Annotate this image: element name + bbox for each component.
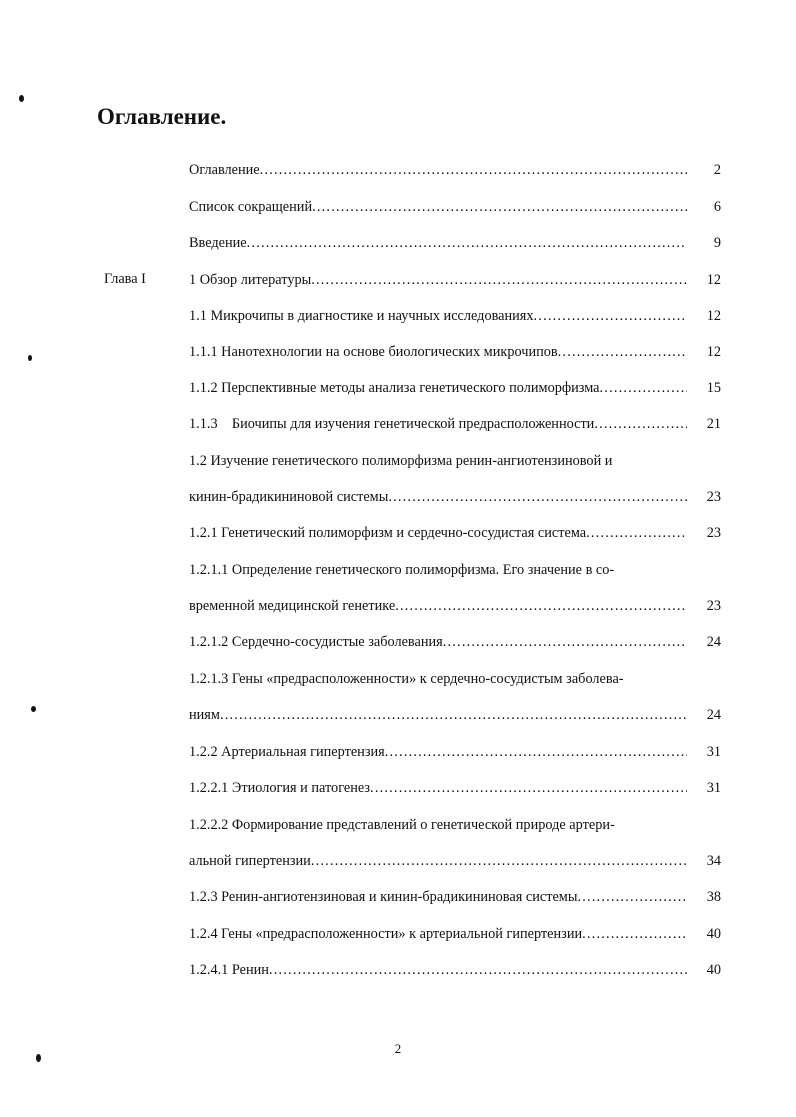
- toc-entry-leader: [189, 743, 687, 761]
- toc-dot-leader: [269, 961, 687, 979]
- toc-entry-page: 34: [706, 853, 721, 869]
- toc-entry-title: 1.1.3 Биочипы для изучения генетической предрасположенности: [189, 416, 595, 432]
- toc-entry-title: ниям: [189, 707, 220, 723]
- toc-dot-leader: [260, 161, 687, 179]
- toc-entry-title: Список сокращений: [189, 199, 313, 215]
- toc-entry-page: 12: [706, 308, 721, 324]
- toc-dot-leader: [220, 706, 687, 724]
- toc-entry-title: Оглавление: [189, 162, 260, 178]
- toc-dot-leader: [558, 343, 687, 361]
- toc-entry-page: 31: [706, 744, 721, 760]
- toc-dot-leader: [388, 488, 687, 506]
- toc-dot-leader: [443, 633, 687, 651]
- toc-entry-page: 15: [706, 380, 721, 396]
- toc-entry-page: 21: [706, 416, 721, 432]
- toc-dot-leader: [594, 415, 687, 433]
- toc-entry-title: 1.1.2 Перспективные методы анализа генетического полиморфизма: [189, 380, 600, 396]
- toc-dot-leader: [582, 925, 687, 943]
- toc-entry-title-line1: 1.2.1.1 Определение генетического полиморфизма. Его значение в со-: [189, 562, 615, 578]
- toc-entry-title-line1: 1.2.2.2 Формирование представлений о генетической природе артери-: [189, 817, 615, 833]
- toc-entry-leader: [189, 706, 687, 724]
- toc-entry-title: 1.1.1 Нанотехнологии на основе биологических микрочипов: [189, 344, 558, 360]
- toc-entry-leader: [189, 198, 687, 216]
- toc-entry-title: кинин-брадикининовой системы: [189, 489, 389, 505]
- toc-entry-title: 1.2.1.2 Сердечно-сосудистые заболевания: [189, 634, 443, 650]
- toc-entry-leader: [189, 415, 687, 433]
- toc-dot-leader: [311, 271, 687, 289]
- toc-entry-leader: [189, 234, 687, 252]
- toc-entry-page: 40: [706, 926, 721, 942]
- scan-speck: [36, 1054, 41, 1062]
- toc-entry-title: 1.2.4 Гены «предрасположенности» к артериальной гипертензии: [189, 926, 583, 942]
- toc-entry-leader: [189, 852, 687, 870]
- toc-entry-leader: [189, 271, 687, 289]
- toc-entry-leader: [189, 488, 687, 506]
- toc-dot-leader: [247, 234, 687, 252]
- toc-entry-title: альной гипертензии: [189, 853, 311, 869]
- toc-entry-title: Введение: [189, 235, 247, 251]
- toc-entry-page: 24: [706, 634, 721, 650]
- toc-dot-leader: [600, 379, 687, 397]
- scan-speck: [19, 95, 24, 102]
- toc-dot-leader: [395, 597, 687, 615]
- toc-entry-title-line1: 1.2 Изучение генетического полиморфизма ренин-ангиотензиновой и: [189, 453, 613, 469]
- toc-entry-page: 23: [706, 489, 721, 505]
- toc-dot-leader: [312, 198, 687, 216]
- toc-entry-title: временной медицинской генетике: [189, 598, 396, 614]
- toc-entry-page: 24: [706, 707, 721, 723]
- toc-entry-leader: [189, 925, 687, 943]
- toc-entry-page: 40: [706, 962, 721, 978]
- toc-entry-leader: [189, 597, 687, 615]
- toc-entry-page: 23: [706, 525, 721, 541]
- toc-entry-leader: [189, 524, 687, 542]
- toc-entry-leader: [189, 779, 687, 797]
- toc-entry-title: 1.1 Микрочипы в диагностике и научных исследованиях: [189, 308, 534, 324]
- toc-entry-page: 6: [713, 199, 721, 215]
- toc-entry-title: 1.2.2.1 Этиология и патогенез: [189, 780, 371, 796]
- toc-entry-leader: [189, 161, 687, 179]
- toc-entry-title-line1: 1.2.1.3 Гены «предрасположенности» к сердечно-сосудистым заболева-: [189, 671, 624, 687]
- toc-entry-leader: [189, 633, 687, 651]
- toc-entry-title: 1.2.4.1 Ренин: [189, 962, 269, 978]
- toc-dot-leader: [370, 779, 687, 797]
- toc-entry-leader: [189, 961, 687, 979]
- page-number: 2: [394, 1041, 402, 1056]
- toc-entry-leader: [189, 379, 687, 397]
- scan-speck: [31, 706, 36, 712]
- toc-entry-leader: [189, 888, 687, 906]
- scan-speck: [28, 355, 32, 361]
- toc-entry-page: 23: [706, 598, 721, 614]
- page-title: Оглавление.: [97, 104, 227, 129]
- toc-entry-title: 1.2.3 Ренин-ангиотензиновая и кинин-брадикининовая системы: [189, 889, 578, 905]
- toc-dot-leader: [577, 888, 687, 906]
- toc-entry-page: 9: [713, 235, 721, 251]
- toc-entry-page: 38: [706, 889, 721, 905]
- toc-entry-leader: [189, 307, 687, 325]
- toc-entry-title: 1.2.2 Артериальная гипертензия: [189, 744, 385, 760]
- toc-entry-page: 31: [706, 780, 721, 796]
- toc-dot-leader: [534, 307, 687, 325]
- toc-entry-page: 2: [713, 162, 721, 178]
- toc-entry-page: 12: [706, 272, 721, 288]
- toc-dot-leader: [385, 743, 687, 761]
- toc-dot-leader: [311, 852, 687, 870]
- toc-dot-leader: [586, 524, 687, 542]
- toc-entry-page: 12: [706, 344, 721, 360]
- chapter-label: Глава I: [104, 271, 146, 287]
- toc-entry-title: 1 Обзор литературы: [189, 272, 312, 288]
- toc-entry-title: 1.2.1 Генетический полиморфизм и сердечно-сосудистая система: [189, 525, 587, 541]
- toc-entry-leader: [189, 343, 687, 361]
